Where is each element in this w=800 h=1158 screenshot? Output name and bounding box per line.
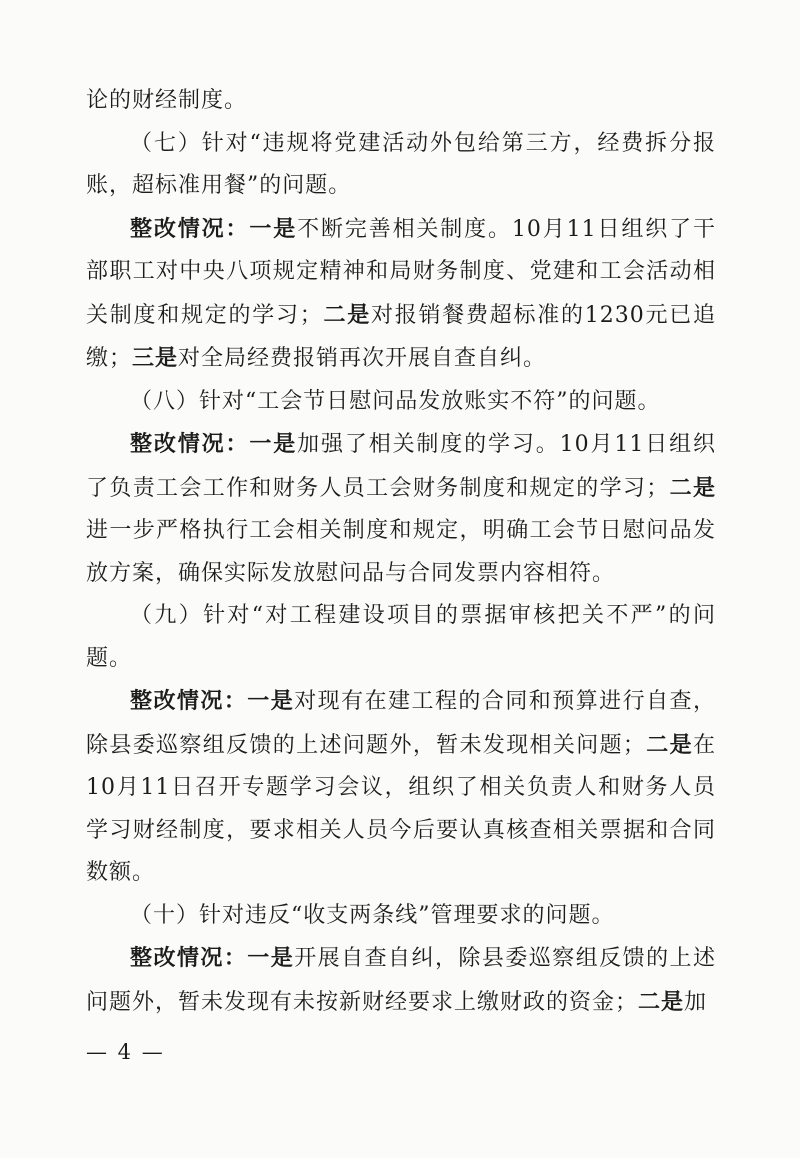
- rectification-paragraph: [86, 680, 716, 895]
- point-label: 二是: [669, 474, 716, 501]
- point-label: 一是: [247, 945, 295, 971]
- text-segment: （八）针对“工会节日慰问品发放账实不符”的问题。: [130, 388, 661, 414]
- rectification-label: 整改情况：: [130, 215, 250, 242]
- text-segment: 论的财经制度。: [86, 88, 248, 113]
- text-segment: 对全局经费报销再次开展自查自纠。: [178, 346, 547, 371]
- section-heading-10: [86, 895, 716, 938]
- text-segment: （十）针对违反“收支两条线”管理要求的问题。: [130, 902, 615, 928]
- rectification-paragraph: [86, 208, 716, 381]
- page-number: — 4 —: [86, 1040, 165, 1064]
- section-heading-9: [86, 595, 716, 680]
- text-segment: 对现有在建工程的合同和预算进行自查，除县委巡察组反馈的上述问题外，暂未发现相关问题；: [86, 689, 716, 758]
- point-label: 二是: [645, 731, 693, 758]
- point-label: 一是: [249, 431, 298, 457]
- rectification-label: 整改情况：: [130, 688, 248, 714]
- text-segment: 开展自查自纠，除县委巡察组反馈的上述问题外，暂未发现有未按新财经要求上缴财政的资金；: [86, 946, 716, 1015]
- section-heading-7: [86, 123, 716, 208]
- point-label: 三是: [132, 345, 179, 371]
- text-segment: 在10月11日召开专题学习会议，组织了相关负责人和财务人员学习财经制度，要求相关人员今后要认真核查相关票据和合同数额。: [86, 732, 716, 885]
- point-label: 二是: [638, 988, 685, 1015]
- text-segment: 加强了相关制度的学习。10月11日组织了负责工会工作和财务人员工会财务制度和规定的学习；: [86, 432, 716, 501]
- text-segment: （九）针对“对工程建设项目的票据审核把关不严”的问题。: [86, 603, 716, 671]
- point-label: 一是: [247, 688, 295, 714]
- paragraph: [86, 80, 716, 123]
- point-label: 二是: [322, 301, 371, 328]
- text-segment: 进一步严格执行工会相关制度和规定，明确工会节日慰问品发放方案，确保实际发放慰问品与合同发票内容相符。: [86, 518, 716, 586]
- text-segment: （七）针对“违规将党建活动外包给第三方，经费拆分报账，超标准用餐”的问题。: [86, 130, 716, 198]
- text-segment: 不断完善相关制度。10月11日组织了干部职工对中央八项规定精神和局财务制度、党建和工会活动相关制度和规定的学习；: [86, 216, 716, 328]
- section-heading-8: [86, 381, 716, 424]
- rectification-paragraph: [86, 423, 716, 595]
- rectification-label: 整改情况：: [130, 431, 250, 457]
- rectification-label: 整改情况：: [130, 945, 248, 971]
- document-body: [86, 80, 716, 1024]
- text-segment: 加: [684, 989, 708, 1015]
- rectification-paragraph: [86, 937, 716, 1024]
- point-label: 一是: [249, 215, 298, 242]
- text-segment: 对报销餐费超标准的1230元已追缴；: [86, 302, 716, 371]
